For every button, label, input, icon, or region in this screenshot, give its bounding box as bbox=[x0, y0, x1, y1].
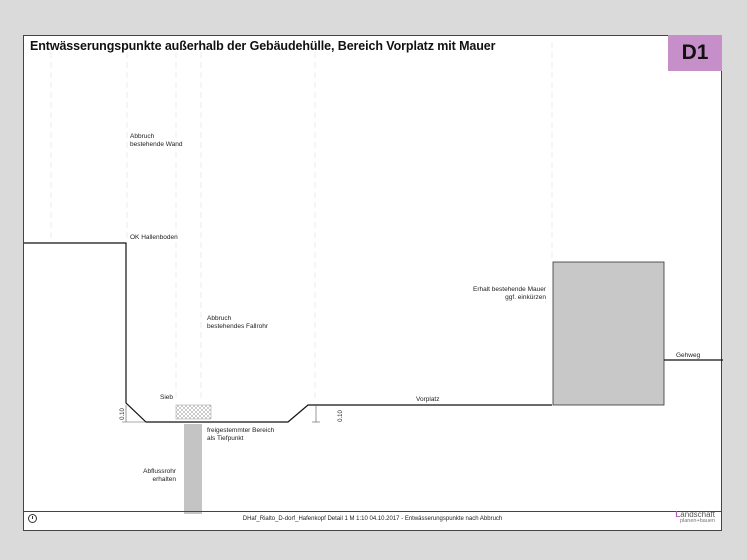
section-drawing bbox=[24, 36, 723, 514]
footer-text: DHaf_Rialto_D-dorf_Hafenkopf Detail 1 M 1:10 04.10.2017 - Entwässerungspunkte nach Abbruch bbox=[242, 516, 503, 522]
sieve-hatch bbox=[176, 405, 211, 419]
label-erhalt-mauer: Erhalt bestehende Mauer ggf. einkürzen bbox=[473, 286, 546, 301]
ground-profile bbox=[24, 243, 552, 422]
company-logo bbox=[675, 511, 715, 525]
label-ok-hallenboden: OK Hallenboden bbox=[130, 234, 178, 241]
drawing-sheet bbox=[23, 35, 722, 531]
drawing-title: Entwässerungspunkte außerhalb der Gebäudehülle, Bereich Vorplatz mit Mauer bbox=[30, 39, 496, 53]
sheet-badge: D1 bbox=[668, 35, 722, 71]
existing-wall bbox=[553, 262, 664, 405]
label-sieb: Sieb bbox=[160, 394, 174, 401]
drain-pipe bbox=[184, 424, 202, 514]
logo-subtitle: planen+bauen bbox=[679, 518, 715, 524]
label-abbruch-wand: Abbruch bestehende Wand bbox=[130, 133, 183, 148]
label-abflussrohr: Abflussrohr erhalten bbox=[143, 468, 176, 483]
label-abbruch-fallrohr: Abbruch bestehendes Fallrohr bbox=[207, 315, 269, 330]
label-gehweg: Gehweg bbox=[676, 352, 701, 359]
dim-right-label: 0.10 bbox=[338, 410, 344, 422]
label-vorplatz: Vorplatz bbox=[416, 396, 440, 403]
dim-left-label: 0.10 bbox=[120, 408, 126, 420]
title-block-footer bbox=[24, 511, 721, 530]
logo-name: Landschaft bbox=[675, 510, 715, 519]
label-freigestemmt: freigestemmter Bereich als Tiefpunkt bbox=[207, 427, 275, 442]
